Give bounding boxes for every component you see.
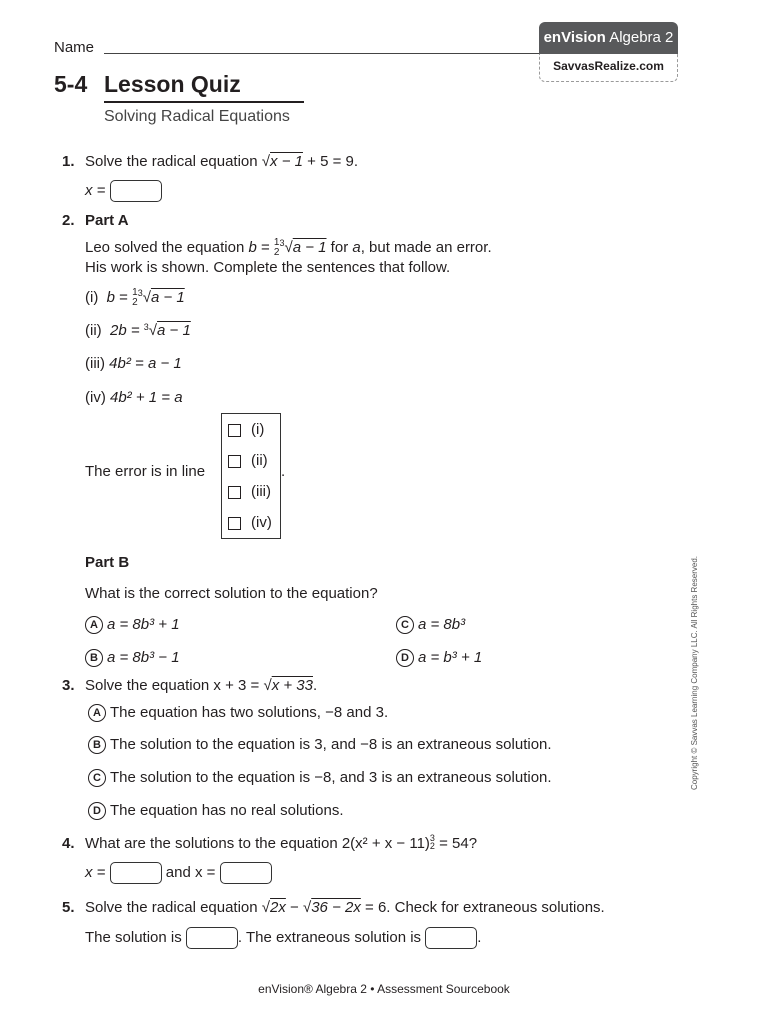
choice-letter-icon: C xyxy=(88,769,106,787)
choice-letter-icon: D xyxy=(88,802,106,820)
q4-number: 4. xyxy=(62,835,75,852)
q2-step-3: (iii) 4b² = a − 1 xyxy=(85,355,182,372)
page-footer: enVision® Algebra 2 • Assessment Sourcebook xyxy=(258,982,510,996)
q4-and-label: and x = xyxy=(165,863,216,881)
q2-step-1: (i) b = 1 $2^3√a - 1$ xyxy=(85,287,185,308)
q2-choice-c[interactable]: C a = 8b³ xyxy=(396,616,465,634)
q2-choice-d[interactable]: D a = b³ + 1 xyxy=(396,649,482,667)
q4-answer-box-1[interactable] xyxy=(110,862,162,884)
q2-part-b: Part B xyxy=(85,554,130,571)
choice-letter-icon: A xyxy=(85,616,103,634)
q3-choice-c[interactable]: C The solution to the equation is −8, and 3 is an extraneous solution. xyxy=(88,769,552,787)
checkbox-icon xyxy=(228,455,241,468)
choice-letter-icon: B xyxy=(85,649,103,667)
q2-error-period: . xyxy=(281,463,286,480)
q2-number: 2. xyxy=(62,212,75,229)
q2-error-choice-box xyxy=(221,413,281,539)
q2-error-option-4[interactable]: (iv) xyxy=(222,507,280,538)
q4-answer-row xyxy=(85,862,272,884)
choice-letter-icon: D xyxy=(396,649,414,667)
q1-answer-box[interactable] xyxy=(110,180,162,202)
q2-choice-b[interactable]: B a = 8b³ − 1 xyxy=(85,649,180,667)
q5-solution-label: The solution is xyxy=(85,928,182,946)
brand-sub: Algebra 2 xyxy=(609,29,674,46)
checkbox-icon xyxy=(228,424,241,437)
title-rule xyxy=(104,101,304,103)
q2-intro-line2: His work is shown. Complete the sentences that follow. xyxy=(85,259,451,276)
q5-prompt: Solve the radical equation √2x − √36 − 2x = 6. Check for extraneous solutions. xyxy=(85,899,605,916)
lesson-title: Lesson Quiz xyxy=(104,71,241,97)
q1-answer-label: x = xyxy=(85,181,106,199)
brand-name: enVision xyxy=(543,29,606,46)
q5-extraneous-label: . The extraneous solution is xyxy=(237,928,422,946)
choice-letter-icon: C xyxy=(396,616,414,634)
q2-choice-a[interactable]: A a = 8b³ + 1 xyxy=(85,616,180,634)
q3-number: 3. xyxy=(62,677,75,694)
checkbox-icon xyxy=(228,486,241,499)
choice-letter-icon: A xyxy=(88,704,106,722)
website-label: SavvasRealize.com xyxy=(539,54,678,82)
q2-part-b-prompt: What is the correct solution to the equation? xyxy=(85,585,378,602)
lesson-number: 5-4 xyxy=(54,71,88,97)
lesson-subtitle: Solving Radical Equations xyxy=(104,108,290,125)
name-label: Name xyxy=(54,39,95,56)
q2-part-a: Part A xyxy=(85,212,129,229)
q2-intro-line1: Leo solved the equation b = 1 $2^3√a - 1$ for a, but made an error. xyxy=(85,237,492,258)
q5-answer-row: The solution is . The extraneous solution is . xyxy=(85,927,481,949)
q4-answer-box-2[interactable] xyxy=(220,862,272,884)
q5-solution-box[interactable] xyxy=(186,927,238,949)
q5-number: 5. xyxy=(62,899,75,916)
q3-choice-a[interactable]: A The equation has two solutions, −8 and 3. xyxy=(88,704,388,722)
q2-step-2: (ii) 2b = $^3$√a − 1 xyxy=(85,322,191,339)
q5-extraneous-box[interactable] xyxy=(425,927,477,949)
q2-error-option-2[interactable]: (ii) xyxy=(222,445,280,476)
q3-choice-b[interactable]: B The solution to the equation is 3, and −8 is an extraneous solution. xyxy=(88,736,552,754)
q1-number: 1. xyxy=(62,153,75,170)
choice-letter-icon: B xyxy=(88,736,106,754)
q2-error-option-1[interactable]: (i) xyxy=(222,414,280,445)
q3-choice-d[interactable]: D The equation has no real solutions. xyxy=(88,802,344,820)
q1-answer-row xyxy=(85,180,162,202)
q3-prompt: Solve the equation x + 3 = √x + 33. xyxy=(85,677,318,694)
checkbox-icon xyxy=(228,517,241,530)
q2-error-prompt: The error is in line xyxy=(85,463,206,480)
q2-error-option-3[interactable]: (iii) xyxy=(222,476,280,507)
q1-prompt: Solve the radical equation √x − 1 + 5 = 9. xyxy=(85,153,359,170)
brand-logo xyxy=(539,22,678,54)
q4-answer-label: x = xyxy=(85,863,106,881)
q4-prompt: What are the solutions to the equation 2(x² + x − 11)3 2 = 54? xyxy=(85,833,478,852)
q2-step-4: (iv) 4b² + 1 = a xyxy=(85,389,183,406)
copyright-notice: Copyright © Savvas Learning Company LLC. All Rights Reserved. xyxy=(690,555,699,790)
